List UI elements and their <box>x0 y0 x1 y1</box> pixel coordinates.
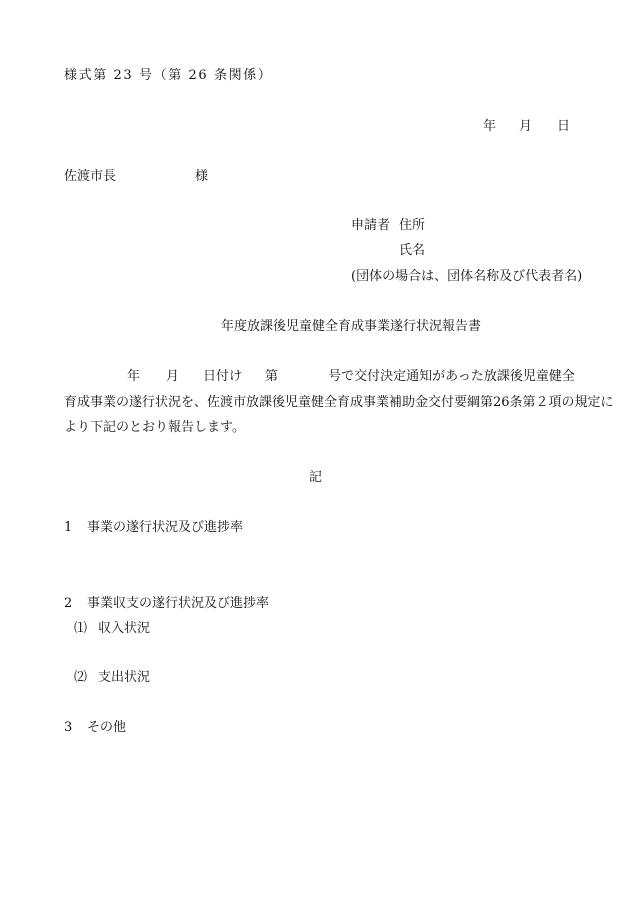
ki-heading: 記 <box>309 470 323 485</box>
subsection-2 <box>74 671 150 684</box>
body-month: 月 <box>166 369 180 384</box>
addressee-name: 佐渡市長 <box>64 169 117 184</box>
section-3 <box>64 721 126 734</box>
date-day-label: 日 <box>557 119 571 134</box>
section-label: 事業収支の遂行状況及び進捗率 <box>87 596 270 611</box>
form-number: 様式第 23 号（第 26 条関係） <box>64 68 273 83</box>
subsection-number: ⑴ <box>74 621 88 636</box>
section-1 <box>64 521 243 534</box>
section-number: 3 <box>64 720 73 735</box>
body-line-2: 育成事業の遂行状況を、佐渡市放課後児童健全育成事業補助金交付要綱第26条第２項の規定に <box>64 395 614 410</box>
document-title: 年度放課後児童健全育成事業遂行状況報告書 <box>221 319 482 334</box>
body-year: 年 <box>127 369 141 384</box>
date-line <box>483 120 570 133</box>
section-2 <box>64 597 269 610</box>
date-year-label: 年 <box>483 119 497 134</box>
applicant-note: (団体の場合は、団体名称及び代表者名) <box>351 269 583 284</box>
applicant-address-label: 住所 <box>399 218 426 233</box>
subsection-label: 収入状況 <box>98 621 151 636</box>
body-line-3: より下記のとおり報告します。 <box>64 420 245 435</box>
date-month-label: 月 <box>519 119 533 134</box>
section-label: その他 <box>87 720 127 735</box>
addressee <box>64 169 209 184</box>
section-number: 2 <box>64 596 73 611</box>
body-dated: 日付け <box>203 369 243 384</box>
body-notice-text: 号で交付決定通知があった放課後児童健全 <box>328 369 575 384</box>
subsection-1 <box>74 622 150 635</box>
applicant-name-label: 氏名 <box>399 243 426 258</box>
addressee-honorific: 様 <box>195 169 209 184</box>
subsection-label: 支出状況 <box>98 670 151 685</box>
body-line-1 <box>127 370 575 383</box>
body-dai: 第 <box>265 369 279 384</box>
subsection-number: ⑵ <box>74 670 88 685</box>
section-label: 事業の遂行状況及び進捗率 <box>87 520 244 535</box>
section-number: 1 <box>64 520 73 535</box>
applicant-role: 申請者 <box>351 218 391 233</box>
